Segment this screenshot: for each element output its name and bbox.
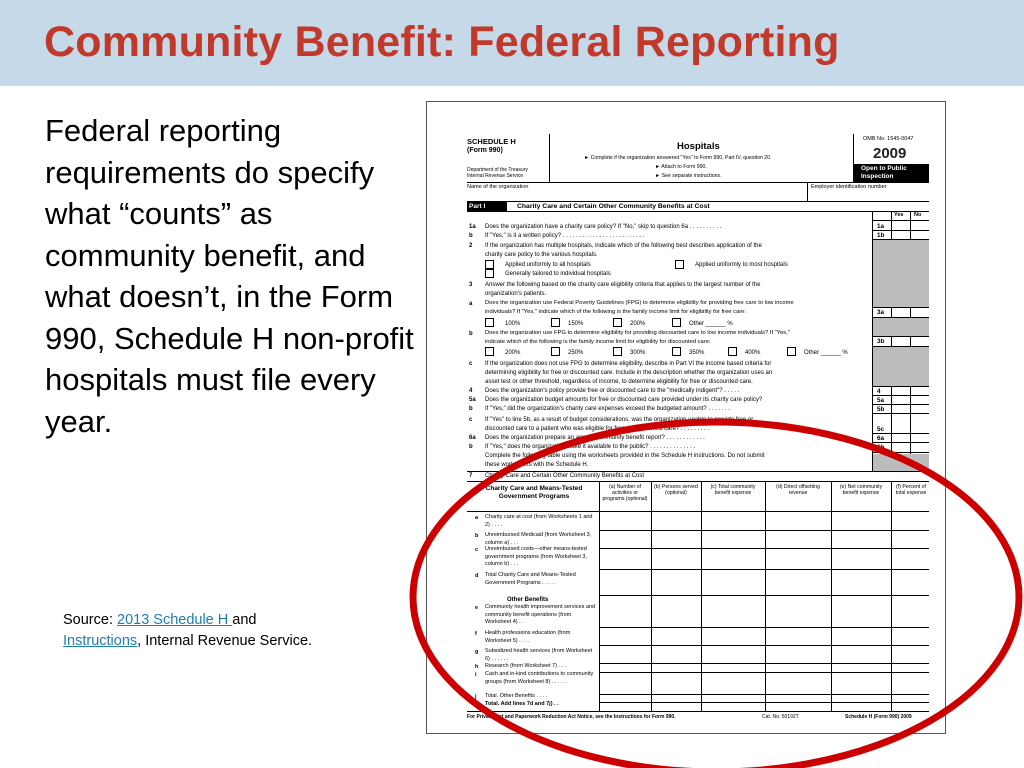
checkbox — [672, 347, 681, 356]
row-letter: g — [475, 649, 479, 655]
option-label: 250% — [568, 350, 584, 356]
form-footer-right: Schedule H (Form 990) 2009 — [845, 714, 912, 720]
option-label: 100% — [505, 321, 521, 327]
box-label: 3a — [877, 309, 885, 316]
line-text: Does the organization's policy provide free or discounted care to the "medically indigent"? . . . . . — [485, 388, 740, 394]
table-row-label: Total. Add lines 7d and 7j) . . — [485, 701, 559, 707]
table-row-label: Unreimbursed Medicaid (from Worksheet 3, column a) . . . — [485, 532, 592, 546]
line-number: 2 — [469, 243, 473, 249]
table-row-label: Charity care at cost (from Worksheets 1 and 2) . . . . — [485, 514, 593, 528]
source-citation — [63, 610, 313, 652]
option-label: Applied uniformly to all hospitals — [505, 262, 591, 268]
box-label: 6a — [877, 435, 885, 442]
other-benefits-header: Other Benefits — [507, 597, 549, 603]
table-row-label: Cash and in-kind contributions to community groups (from Worksheet 8) . . . . . — [485, 671, 594, 685]
line-number: 6a — [469, 435, 476, 441]
row-letter: h — [475, 664, 479, 670]
option-label: 200% — [630, 321, 646, 327]
omb-number: OMB No. 1545-0047 — [863, 136, 914, 142]
box-label: 6b — [877, 444, 885, 451]
checkbox — [551, 318, 560, 327]
part-label: Part I — [467, 202, 507, 211]
box-label: 3b — [877, 338, 885, 345]
line-text: Does the organization have a charity care policy? If "No," skip to question 6a . . . . . . . . . . — [485, 224, 722, 230]
line-text: If "Yes," is it a written policy? . . . . . . . . . . . . . . . . . . . . . . . . . — [485, 233, 645, 239]
box-label: 4 — [877, 388, 881, 395]
form-instruction-1: ► Complete if the organization answered "Yes" to Form 990, Part IV, question 20. — [584, 155, 772, 161]
line-text: Does the organization prepare an annual community benefit report? . . . . . . . . . . . . — [485, 435, 705, 441]
no-column-header: No — [914, 212, 922, 218]
column-header: (d) Direct offsetting revenue — [776, 484, 820, 497]
box-label: 1a — [877, 223, 885, 230]
line-number: c — [469, 361, 473, 367]
line-text: Does the organization budget amounts for free or discounted care provided under its charity care policy? — [485, 397, 763, 403]
ein-label: Employer identification number — [811, 184, 887, 190]
line-text: Charity Care and Certain Other Community Benefits at Cost — [485, 473, 645, 479]
option-label: Generally tailored to individual hospitals — [505, 271, 611, 277]
line-number: a — [469, 301, 473, 307]
slide-title: Community Benefit: Federal Reporting — [44, 18, 840, 66]
slide-body-text: Federal reporting requirements do specify what “counts” as community benefit, and what doesn’t, in the Form 990, Schedule H non-profit hospitals must file every year. — [45, 113, 414, 439]
box-label: 5c — [877, 426, 885, 433]
line-text: If the organization does not use FPG to determine eligibility, describe in Part VI the income based criteria for — [485, 361, 772, 367]
line-text: discounted care to a patient who was eligible for free or discounted care? . . . . . . . . . — [485, 426, 710, 432]
table-row-label: Research (from Worksheet 7) . . . — [485, 663, 567, 669]
column-header: (a) Number of activities or programs (optional) — [602, 484, 648, 503]
checkbox — [551, 347, 560, 356]
instructions-link[interactable]: Instructions — [63, 633, 138, 649]
form-instruction-2: ► Attach to Form 990. — [655, 164, 707, 170]
schedule-h-link[interactable]: 2013 Schedule H — [117, 612, 233, 628]
line-text: individuals? If "Yes," indicate which of the following is the family income limit for eligibility for free care: — [485, 309, 747, 315]
line-number: 7 — [469, 473, 473, 479]
part-title: Charity Care and Certain Other Community Benefits at Cost — [517, 203, 710, 210]
option-label: 400% — [745, 350, 761, 356]
checkbox — [613, 347, 622, 356]
option-label: Other ______ % — [689, 321, 733, 327]
checkbox — [672, 318, 681, 327]
line-text: If "Yes," did the organization's charity care expenses exceed the budgeted amount? . . . . . . . — [485, 406, 730, 412]
line-number: 1a — [469, 224, 476, 230]
row-letter: b — [475, 533, 479, 539]
line-number: b — [469, 444, 473, 450]
checkbox — [485, 260, 494, 269]
table-row-label: Community health improvement services and community benefit operations (from Worksheet 4) . . — [485, 604, 596, 625]
checkbox — [675, 260, 684, 269]
table-row-label: Total. Other Benefits . . . . — [485, 693, 548, 699]
option-label: 300% — [630, 350, 646, 356]
column-header: (f) Percent of total expense — [895, 484, 927, 497]
checkbox — [613, 318, 622, 327]
option-label: 350% — [689, 350, 705, 356]
box-label: 1b — [877, 232, 885, 239]
line-number: c — [469, 417, 473, 423]
tax-year: 2009 — [873, 145, 907, 162]
row-letter: e — [475, 605, 479, 611]
row-letter: a — [475, 515, 479, 521]
dept-label-2: Internal Revenue Service — [467, 173, 524, 179]
open-to-public-badge: Open to Public Inspection — [853, 164, 929, 183]
yes-column-header: Yes — [894, 212, 904, 218]
table-row-label: Total Charity Care and Means-Tested Government Programs . . . . . — [485, 572, 576, 586]
option-label: Applied uniformly to most hospitals — [695, 262, 788, 268]
line-text: these worksheets with the Schedule H. — [485, 462, 589, 468]
checkbox — [485, 269, 494, 278]
line-text: asset test or other threshold, regardless of income, to determine eligibility for free or discounted care. — [485, 379, 753, 385]
line-number: b — [469, 331, 473, 337]
column-header: (e) Net community benefit expense — [839, 484, 883, 497]
checkbox — [787, 347, 796, 356]
line-number: b — [469, 233, 473, 239]
column-header: (b) Persons served (optional) — [654, 484, 698, 497]
line-text: organization's patients. — [485, 291, 547, 297]
line-number: 3 — [469, 282, 473, 288]
row-letter: k — [475, 702, 479, 708]
option-label: 200% — [505, 350, 521, 356]
source-middle: and — [232, 612, 257, 628]
source-prefix: Source: — [63, 612, 117, 628]
box-label: 5b — [877, 406, 885, 413]
row-letter: d — [475, 573, 479, 579]
line-number: 5a — [469, 397, 476, 403]
line-text: If the organization has multiple hospitals, indicate which of the following best describes application of the — [485, 243, 762, 249]
option-label: Other ______ % — [804, 350, 848, 356]
row-letter: j — [475, 694, 477, 700]
line-text: Does the organization use FPG to determine eligibility for providing discounted care to low income individuals? If "Yes," — [485, 330, 790, 336]
checkbox — [485, 318, 494, 327]
form-footer-notice: For Privacy Act and Paperwork Reduction Act Notice, see the Instructions for Form 990. — [467, 714, 676, 720]
checkbox — [485, 347, 494, 356]
form-title: Hospitals — [677, 141, 720, 152]
option-label: 150% — [568, 321, 584, 327]
checkbox — [728, 347, 737, 356]
line-text: determining eligibility for free or discounted care. Include in the description whether the organization uses an — [485, 370, 773, 376]
line-text: If "Yes," does the organization make it available to the public? . . . . . . . . . . . . . . — [485, 444, 696, 450]
line-text: Does the organization use Federal Poverty Guidelines (FPG) to determine eligibility for providing free care to low income — [485, 300, 794, 306]
form-instruction-3: ► See separate instructions. — [655, 173, 722, 179]
form-schedule-label: SCHEDULE H — [467, 137, 516, 146]
form-number: (Form 990) — [467, 147, 503, 154]
table-header-label: Charity Care and Means-Tested Government Programs — [485, 485, 583, 501]
source-suffix: , Internal Revenue Service. — [137, 633, 313, 649]
line-text: Complete the following table using the worksheets provided in the Schedule H instructions. Do not submit — [485, 453, 765, 459]
box-label: 5a — [877, 397, 885, 404]
table-row-label: Subsidized health services (from Worksheet 6) . . . . . . — [485, 648, 593, 662]
table-row-label: Unreimbursed costs—other means-tested government programs (from Worksheet 3, column b) . . . — [485, 546, 587, 567]
schedule-h-form-image — [426, 101, 946, 734]
form-footer-cat: Cat. No. 50192T — [762, 714, 799, 720]
row-letter: c — [475, 547, 479, 553]
line-text: charity care policy to the various hospitals. — [485, 252, 598, 258]
line-number: 4 — [469, 388, 473, 394]
table-row-label: Health professions education (from Worksheet 5) . . . . — [485, 630, 571, 644]
line-text: indicate which of the following is the family income limit for eligibility for discounted care: — [485, 339, 711, 345]
line-text: Answer the following based on the charity care eligibility criteria that applies to the largest number of the — [485, 282, 761, 288]
row-letter: i — [475, 672, 477, 678]
dept-label-1: Department of the Treasury — [467, 167, 528, 173]
row-letter: f — [475, 631, 477, 637]
column-header: (c) Total community benefit expense — [710, 484, 756, 497]
org-name-label: Name of the organization — [467, 184, 529, 190]
line-number: b — [469, 406, 473, 412]
line-text: If "Yes" to line 5b, as a result of budget considerations, was the organization unable to provide free or — [485, 417, 754, 423]
